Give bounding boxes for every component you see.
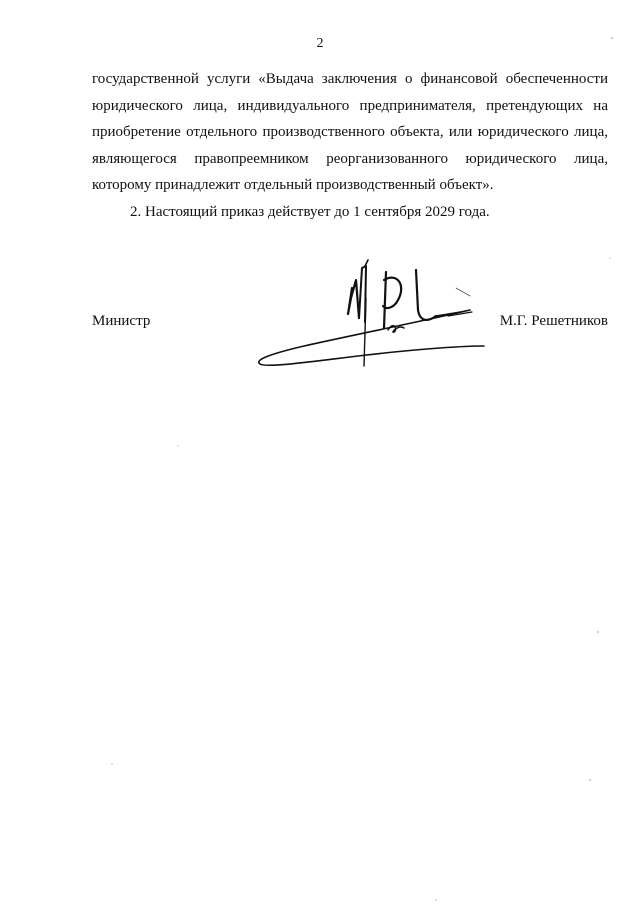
paragraph-service-description: государственной услуги «Выдача заключения о финансовой обеспеченности юридического лица, индивидуального предпринимателя, претендующих на приобретение отдельного производственного объекта, или юридического лица, являющегося правопреемником реорганизованного юридического лица, которому принадлежит отдельный производственный объект». (92, 71, 608, 193)
page-number: 2 (316, 36, 324, 51)
signatory-name: М.Г. Решетников (499, 313, 608, 329)
handwritten-signature-icon (248, 258, 488, 374)
document-body (92, 66, 608, 225)
paragraph-validity-clause: 2. Настоящий приказ действует до 1 сентября 2029 года. (130, 203, 490, 220)
signatory-role: Министр (92, 313, 151, 329)
